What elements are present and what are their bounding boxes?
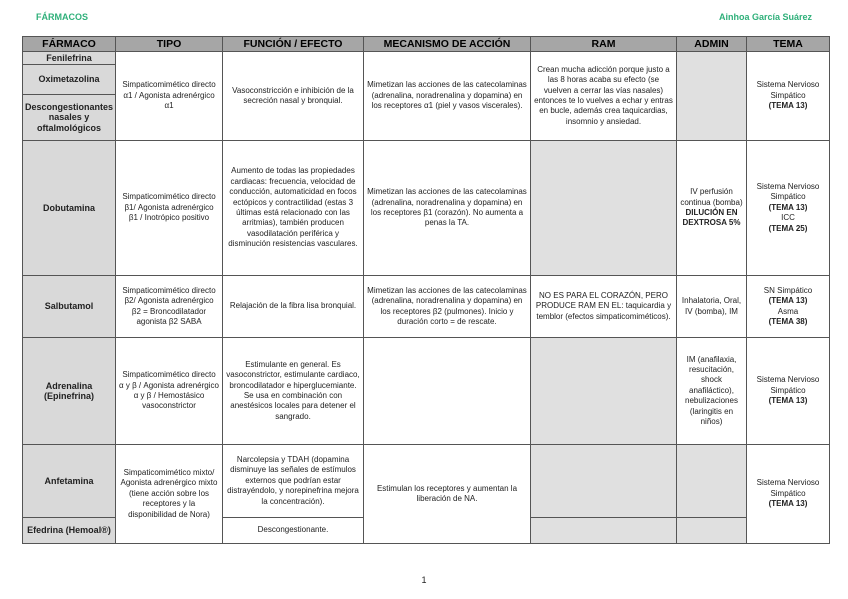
tema-text: Sistema Nervioso Simpático bbox=[756, 80, 820, 100]
drug-name: Oximetazolina bbox=[23, 65, 116, 95]
drug-admin bbox=[677, 518, 747, 544]
drug-funcion: Narcolepsia y TDAH (dopamina disminuye las señales de estímulos externos que podrían estar distrayéndolo, y norepinefrina mejora la concentración). bbox=[223, 445, 364, 518]
drug-admin bbox=[677, 141, 747, 276]
drug-name: Descongestionantes nasales y oftalmológicos bbox=[23, 95, 116, 141]
table-row bbox=[23, 141, 830, 276]
tema-number: (TEMA 13) bbox=[768, 296, 808, 306]
drug-mecanismo bbox=[364, 338, 531, 445]
tema-text: Sistema Nervioso Simpático bbox=[756, 375, 820, 395]
drug-funcion: Descongestionante. bbox=[223, 518, 364, 544]
tema-text: ICC bbox=[781, 213, 795, 223]
drug-name: Efedrina (Hemoal®) bbox=[23, 518, 116, 544]
col-farmaco: FÁRMACO bbox=[23, 37, 116, 52]
drug-mecanismo: Estimulan los receptores y aumentan la liberación de NA. bbox=[364, 445, 531, 544]
table-row bbox=[23, 52, 830, 65]
drug-ram: Crean mucha adicción porque justo a las 8 horas acaba su efecto (se vuelven a cerrar las vías nasales) entonces te lo vuelves a echar y entras en bucle, además crea taquicardias, insomnio y ansiedad. bbox=[531, 52, 677, 141]
drug-mecanismo: Mimetizan las acciones de las catecolaminas (adrenalina, noradrenalina y dopamina) en los receptores β2 (pulmones). Inicio y duración corto = de rescate. bbox=[364, 276, 531, 338]
drug-name: Salbutamol bbox=[23, 276, 116, 338]
tema-number: (TEMA 13) bbox=[768, 202, 808, 212]
drug-admin bbox=[677, 52, 747, 141]
tema-text: Sistema Nervioso Simpático bbox=[756, 478, 820, 498]
author-name: Ainhoa García Suárez bbox=[718, 12, 812, 22]
drug-funcion: Aumento de todas las propiedades cardiacas: frecuencia, velocidad de conducción, automaticidad en focos ectópicos y contractilidad (estas 3 últimas está relacionado con las arritmias), también producen vasodilatación periférica y disminución resistencias vasculares. bbox=[223, 141, 364, 276]
col-tema: TEMA bbox=[747, 37, 830, 52]
drug-ram: NO ES PARA EL CORAZÓN, PERO PRODUCE RAM EN EL: taquicardia y temblor (efectos simpaticomiméticos). bbox=[531, 276, 677, 338]
col-admin: ADMIN bbox=[677, 37, 747, 52]
drug-admin: IM (anafilaxia, resucitación, shock anafiláctico), nebulizaciones (laringitis en niños) bbox=[677, 338, 747, 445]
drug-tema bbox=[747, 52, 830, 141]
col-tipo: TIPO bbox=[116, 37, 223, 52]
drug-funcion: Vasoconstricción e inhibición de la secreción nasal y bronquial. bbox=[223, 52, 364, 141]
drug-name: Anfetamina bbox=[23, 445, 116, 518]
tema-number: (TEMA 13) bbox=[768, 499, 808, 509]
drug-ram bbox=[531, 338, 677, 445]
drug-funcion: Relajación de la fibra lisa bronquial. bbox=[223, 276, 364, 338]
drug-name: Adrenalina (Epinefrina) bbox=[23, 338, 116, 445]
drug-ram bbox=[531, 445, 677, 518]
drug-tipo: Simpaticomimético directo α1 / Agonista adrenérgico α1 bbox=[116, 52, 223, 141]
tema-number: (TEMA 13) bbox=[768, 101, 808, 111]
drug-admin bbox=[677, 445, 747, 518]
drug-admin: Inhalatoria, Oral, IV (bomba), IM bbox=[677, 276, 747, 338]
col-ram: RAM bbox=[531, 37, 677, 52]
col-funcion: FUNCIÓN / EFECTO bbox=[223, 37, 364, 52]
drug-tipo: Simpaticomimético directo β1/ Agonista adrenérgico β1 / Inotrópico positivo bbox=[116, 141, 223, 276]
page-number: 1 bbox=[421, 575, 427, 585]
drug-tema bbox=[747, 338, 830, 445]
drug-table bbox=[22, 36, 830, 544]
tema-number: (TEMA 13) bbox=[768, 396, 808, 406]
tema-text: SN Simpático bbox=[763, 285, 813, 295]
table-header bbox=[23, 37, 830, 52]
drug-ram bbox=[531, 141, 677, 276]
drug-funcion: Estimulante en general. Es vasoconstrictor, estimulante cardiaco, broncodilatador e hiperglucemiante. Se usa en combinación con anestésicos locales para detener el sangrado. bbox=[223, 338, 364, 445]
drug-mecanismo: Mimetizan las acciones de las catecolaminas (adrenalina, noradrenalina y dopamina) en los receptores β1 (corazón). No aumenta a penas la TA. bbox=[364, 141, 531, 276]
tema-text: Asma bbox=[777, 306, 799, 316]
drug-mecanismo: Mimetizan las acciones de las catecolaminas (adrenalina, noradrenalina y dopamina) en los receptores α1 (piel y vasos viscerales). bbox=[364, 52, 531, 141]
table-row bbox=[23, 276, 830, 338]
col-mecanismo: MECANISMO DE ACCIÓN bbox=[364, 37, 531, 52]
drug-name: Dobutamina bbox=[23, 141, 116, 276]
drug-tipo: Simpaticomimético directo β2/ Agonista adrenérgico β2 = Broncodilatador agonista β2 SABA bbox=[116, 276, 223, 338]
drug-tipo: Simpaticomimético mixto/ Agonista adrenérgico mixto (tiene acción sobre los receptores y la disponibilidad de Nora) bbox=[116, 445, 223, 544]
admin-dilution: DILUCIÓN EN DEXTROSA 5% bbox=[682, 208, 741, 228]
drug-name: Fenilefrina bbox=[23, 52, 116, 65]
tema-text: Sistema Nervioso Simpático bbox=[756, 181, 820, 202]
tema-number: (TEMA 25) bbox=[768, 223, 808, 233]
admin-text: IV perfusión continua (bomba) bbox=[680, 187, 743, 207]
doc-title: FÁRMACOS bbox=[36, 12, 88, 22]
drug-tipo: Simpaticomimético directo α y β / Agonista adrenérgico α y β / Hemostásico vasoconstrictor bbox=[116, 338, 223, 445]
table-row bbox=[23, 338, 830, 445]
table-row bbox=[23, 445, 830, 518]
drug-tema bbox=[747, 141, 830, 276]
drug-tema bbox=[747, 445, 830, 544]
drug-ram bbox=[531, 518, 677, 544]
tema-number: (TEMA 38) bbox=[768, 316, 808, 326]
drug-tema bbox=[747, 276, 830, 338]
